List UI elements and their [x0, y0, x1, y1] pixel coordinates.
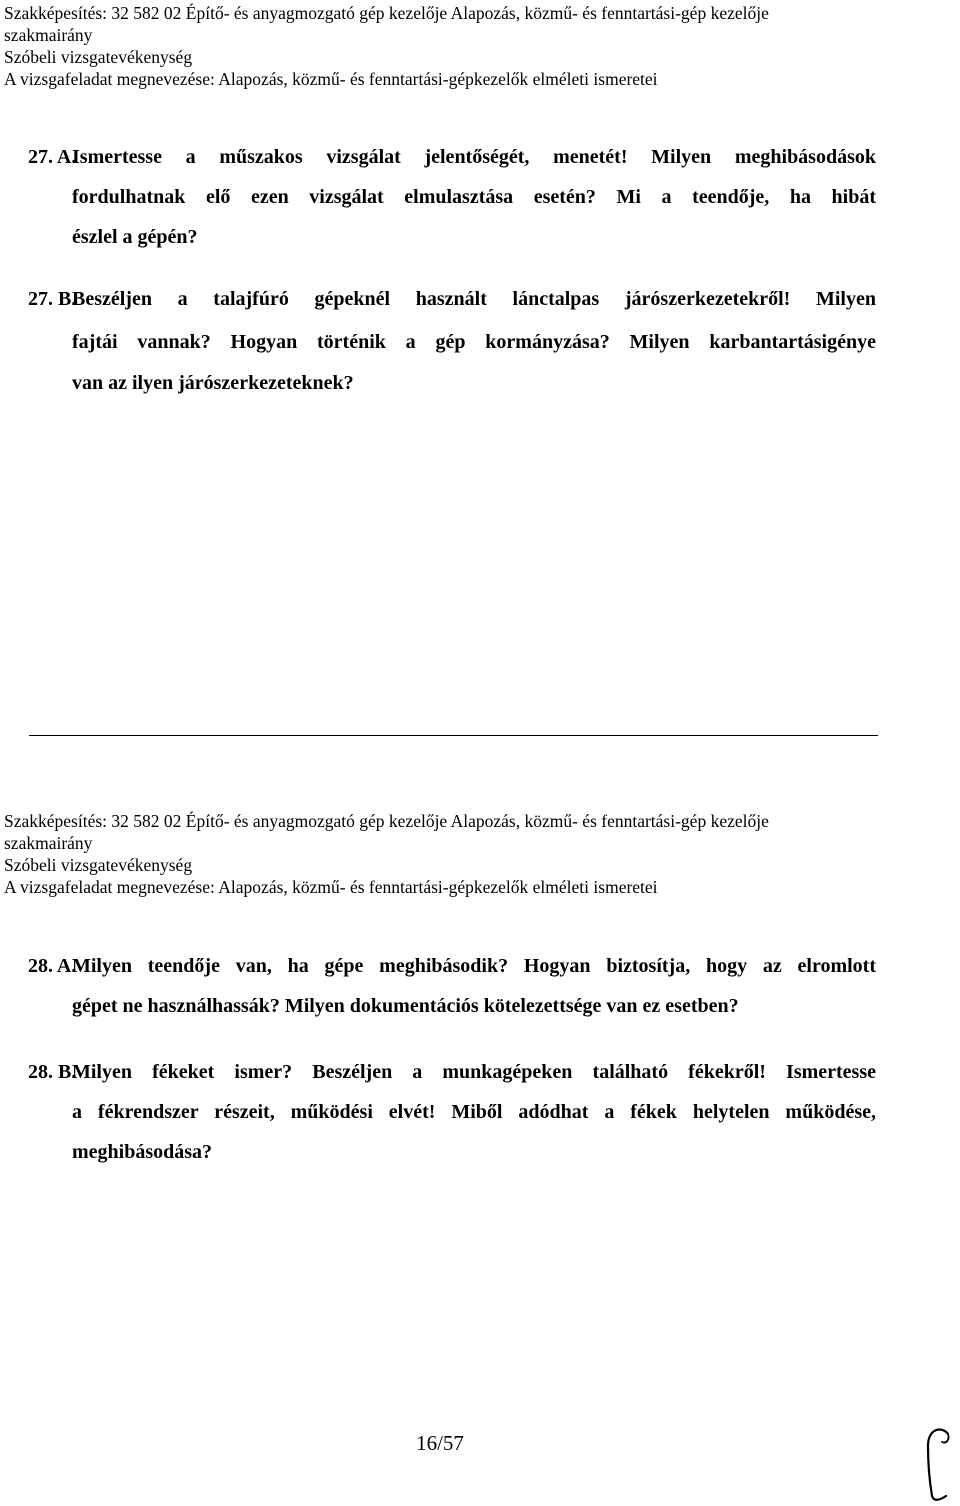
question-line: van az ilyen járószerkezeteknek? — [72, 372, 354, 394]
page-header-bottom — [4, 810, 954, 898]
question-line: Ismertesse a műszakos vizsgálat jelentőségét, menetét! Milyen meghibásodások — [72, 146, 876, 168]
question-line: fajtái vannak? Hogyan történik a gép kormányzása? Milyen karbantartásigénye — [72, 331, 876, 353]
question-line: Milyen teendője van, ha gépe meghibásodik? Hogyan biztosítja, hogy az elromlott — [72, 955, 876, 977]
question-line: Beszéljen a talajfúró gépeknél használt lánctalpas járószerkezetekről! Milyen — [72, 288, 876, 310]
header-task-name: A vizsgafeladat megnevezése: Alapozás, közmű- és fenntartási-gépkezelők elméleti ismeretei — [4, 69, 658, 89]
header-specialization: szakmairány — [4, 25, 93, 45]
question-number: 28. A. — [28, 955, 77, 977]
question-line: gépet ne használhassák? Milyen dokumentációs kötelezettsége van ez esetben? — [72, 995, 739, 1017]
question-line: Milyen fékeket ismer? Beszéljen a munkagépeken található fékekről! Ismertesse — [72, 1061, 876, 1083]
question-number: 27. A. — [28, 146, 77, 168]
header-qualification: Szakképesítés: 32 582 02 Építő- és anyagmozgató gép kezelője Alapozás, közmű- és fenntartási-gép kezelője — [4, 3, 769, 23]
header-exam-type: Szóbeli vizsgatevékenység — [4, 855, 193, 875]
page-number: 16/57 — [416, 1431, 464, 1455]
page-divider — [29, 735, 878, 736]
question-line: fordulhatnak elő ezen vizsgálat elmulasztása esetén? Mi a teendője, ha hibát — [72, 186, 876, 208]
signature-mark — [920, 1426, 956, 1502]
question-line: észlel a gépén? — [72, 226, 198, 248]
page-header-top — [4, 2, 954, 90]
question-line: a fékrendszer részeit, működési elvét! Miből adódhat a fékek helytelen működése, — [72, 1101, 876, 1123]
header-exam-type: Szóbeli vizsgatevékenység — [4, 47, 193, 67]
header-task-name: A vizsgafeladat megnevezése: Alapozás, közmű- és fenntartási-gépkezelők elméleti ismeretei — [4, 877, 658, 897]
header-qualification: Szakképesítés: 32 582 02 Építő- és anyagmozgató gép kezelője Alapozás, közmű- és fenntartási-gép kezelője — [4, 811, 769, 831]
question-number: 27. B. — [28, 288, 77, 310]
question-line: meghibásodása? — [72, 1141, 213, 1163]
header-specialization: szakmairány — [4, 833, 93, 853]
question-number: 28. B. — [28, 1061, 77, 1083]
